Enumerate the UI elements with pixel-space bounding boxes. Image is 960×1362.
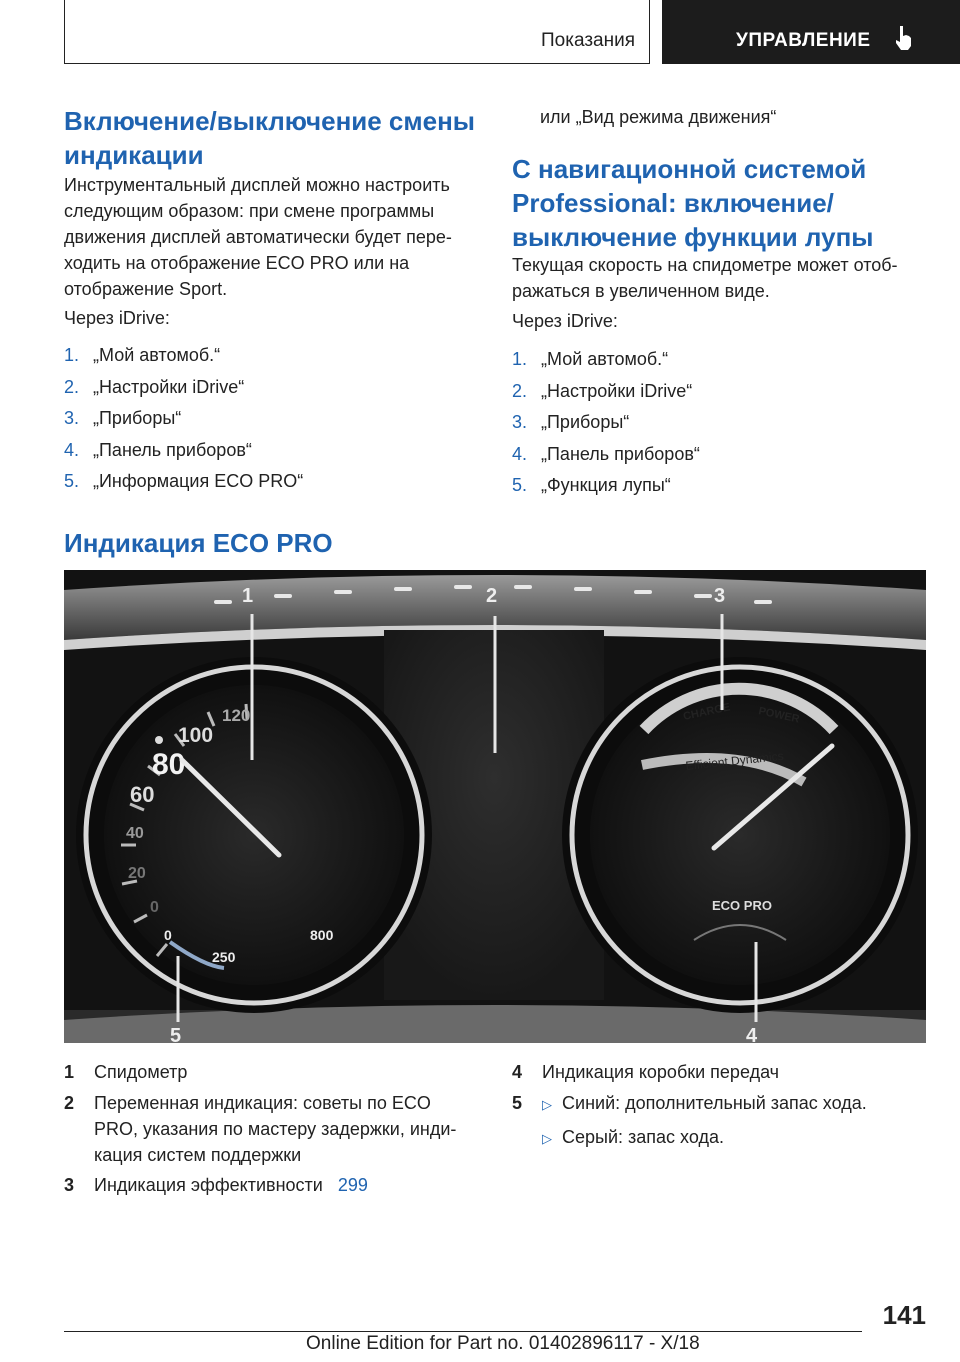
via-idrive-left: Через iDrive: [64, 308, 170, 328]
header-section: Показания [541, 30, 635, 51]
list-item: 2. „Настройки iDrive“ [64, 376, 245, 397]
speed-tick-120: 120 [222, 706, 251, 725]
header-chapter: УПРАВЛЕНИЕ [736, 30, 871, 51]
speed-tick-60: 60 [130, 782, 155, 807]
page-number: 141 [882, 1300, 926, 1330]
rpm-tick-0: 0 [164, 927, 172, 943]
rpm-tick-250: 250 [212, 949, 236, 965]
speed-tick-80: 80 [152, 748, 186, 781]
list-item: 3. „Приборы“ [512, 412, 630, 432]
callout-3: 3 [714, 585, 726, 607]
steps-list-right [512, 344, 700, 502]
triangle-bullet-icon: ▷ [542, 1097, 552, 1112]
via-idrive-right: Через iDrive: [512, 311, 618, 331]
continued-step: или „Вид режима движения“ [540, 107, 777, 127]
speed-tick-20: 20 [128, 865, 146, 882]
intro-paragraph-right: Текущая скорость на спидометре может отоб‐ ражаться в увеличенном виде. [512, 255, 898, 301]
steps-list-left [64, 340, 303, 498]
power-label-efficient: Efficient Dynamics [684, 748, 785, 773]
speed-tick-100: 100 [178, 724, 214, 747]
callout-1: 1 [242, 585, 254, 607]
triangle-bullet-icon: ▷ [542, 1131, 552, 1146]
list-item: 1. „Мой автомоб.“ [512, 349, 669, 369]
power-label-power: POWER [757, 705, 801, 726]
list-item: 4. „Панель приборов“ [512, 443, 700, 464]
speed-tick-40: 40 [126, 825, 144, 842]
power-label-charge: CHARGE [682, 701, 732, 723]
section-heading-eco-pro: Индикация ECO PRO [64, 528, 333, 558]
header-chapter-box [662, 0, 960, 64]
hand-pointer-icon [894, 24, 914, 52]
instrument-cluster-photo [64, 570, 926, 1043]
list-item: 1. „Мой автомоб.“ [64, 345, 221, 365]
list-item: 3. „Приборы“ [64, 408, 182, 428]
legend-item-2: 2 Переменная индикация: советы по ECO PRO, указания по мастеру задержки, инди‐ кация систем поддержки [64, 1093, 457, 1165]
list-item: 5. „Функция лупы“ [512, 475, 671, 495]
section-heading-magnifier: С навигационной системой Professional: включение/ выключение функции лупы [512, 154, 874, 252]
footer-edition: Online Edition for Part no. 01402896117 - X/18 [306, 1333, 700, 1354]
callout-4: 4 [746, 1025, 758, 1043]
instrument-cluster-illustration [64, 570, 926, 1043]
power-label-eco-pro: ECO PRO [712, 898, 772, 913]
page-reference-link[interactable]: 299 [337, 1175, 368, 1195]
speed-tick-0: 0 [150, 899, 159, 916]
list-item: 5. „Информация ECO PRO“ [64, 471, 304, 491]
intro-paragraph-left: Инструментальный дисплей можно настроить следующим образом: при смене программы движения дисплей автоматически будет пере‐ ходить на отображение ECO PRO или на отображение Sport. [64, 175, 452, 299]
section-heading-display-switch: Включение/выключение смены индикации [64, 106, 475, 170]
callout-5: 5 [170, 1025, 182, 1043]
callout-2: 2 [486, 585, 498, 607]
list-item: 2. „Настройки iDrive“ [512, 380, 693, 401]
footer-divider [64, 1331, 862, 1332]
header-section-box [64, 0, 650, 64]
list-item: 4. „Панель приборов“ [64, 439, 252, 460]
rpm-tick-800: 800 [310, 927, 334, 943]
